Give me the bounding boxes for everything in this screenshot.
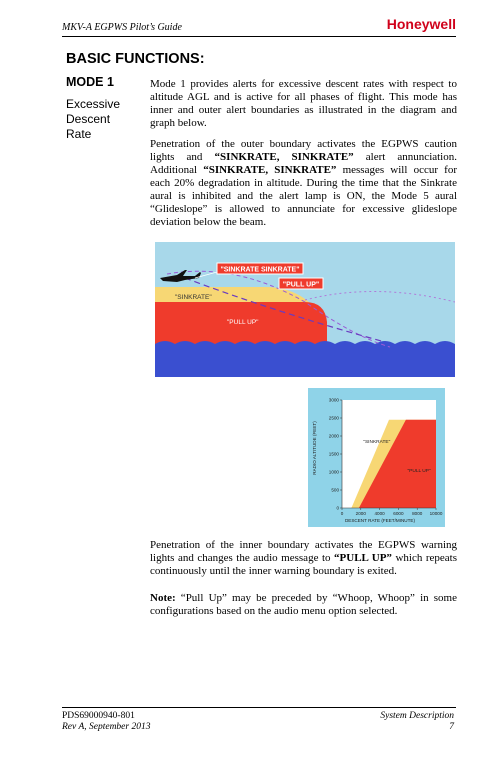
text: messages will occur for each 20% degradation in altitude. During the time that the Sinkrate aural is inhibited and the alert lamp is ON, the Mode 5 aural “Glideslope” is allowed to annunciate for excessive glideslope deviation below the beam.	[150, 164, 457, 228]
page-number: 7	[449, 722, 454, 732]
y-tick-label: 500	[331, 487, 339, 493]
paragraph-outer-boundary	[150, 138, 457, 229]
revision: Rev A, September 2013	[62, 722, 151, 732]
zone-pullup-label: "PULL UP"	[227, 319, 259, 326]
y-tick-label: 0	[336, 505, 339, 511]
note-text: “Pull Up” may be preceded by “Whoop, Whoop” in some configurations based on the audio menu option selected.	[150, 592, 457, 617]
footer-right	[380, 711, 454, 733]
text: Penetration of the inner boundary activates the EGPWS warning lights and changes the audio message to	[150, 539, 457, 564]
text: Penetration of the outer boundary activates the EGPWS caution lights and	[150, 138, 457, 163]
note-label: Note:	[150, 592, 176, 604]
x-tick-label: 0	[340, 511, 344, 516]
y-tick-label: 1000	[328, 469, 339, 475]
x-tick-label: 4000	[374, 511, 385, 516]
x-axis-label: DESCENT RATE (FEET/MINUTE)	[344, 518, 416, 523]
sinkrate-phrase: “SINKRATE, SINKRATE”	[214, 151, 354, 163]
callout-pullup-text: "PULL UP"	[282, 281, 320, 289]
guide-title: MKV-A EGPWS Pilot’s Guide	[62, 22, 182, 33]
callout-sinkrate-text: "SINKRATE SINKRATE"	[220, 266, 300, 274]
ground	[155, 341, 455, 377]
header-rule	[62, 36, 456, 37]
y-axis-label: RADIO ALTITUDE (FEET)	[312, 421, 317, 475]
footer-rule	[62, 707, 456, 708]
x-tick-label: 2000	[355, 511, 366, 516]
zone-sinkrate-label: "SINKRATE"	[175, 294, 212, 301]
honeywell-logo: Honeywell	[386, 16, 456, 32]
paragraph-inner-boundary	[150, 539, 457, 578]
sinkrate-phrase: “SINKRATE, SINKRATE”	[203, 164, 337, 176]
mode1-graph	[308, 388, 445, 527]
series-label-sinkrate: "SINKRATE"	[363, 440, 391, 446]
note-paragraph	[150, 592, 457, 618]
x-tick-label: 6000	[393, 511, 404, 516]
section-title: BASIC FUNCTIONS:	[66, 51, 205, 67]
y-tick-label: 1500	[328, 451, 339, 457]
series-label-pullup: "PULL UP"	[407, 469, 431, 474]
paragraph-intro-text: Mode 1 provides alerts for excessive descent rates with respect to altitude AGL and is active for all phases of flight. This mode has inner and outer alert boundaries as illustrated in the diagram and graph below.	[150, 78, 457, 129]
mode1-diagram	[155, 242, 455, 377]
text: alert annunciation. Additional	[150, 151, 457, 176]
plot-area	[329, 398, 443, 516]
y-tick-label: 2500	[328, 415, 339, 421]
text: which repeats continuously until the inner warning boundary is exited.	[150, 552, 457, 577]
mode-subtitle: Excessive Descent Rate	[66, 97, 121, 141]
section-name: System Description	[380, 711, 454, 721]
doc-number: PDS69000940-801	[62, 711, 135, 721]
paragraph-intro	[150, 78, 457, 130]
pullup-phrase: “PULL UP”	[334, 552, 392, 564]
footer-left	[62, 711, 150, 733]
y-tick-label: 2000	[328, 433, 339, 439]
x-tick-label: 10000	[429, 511, 443, 516]
y-tick-label: 3000	[328, 397, 339, 403]
x-tick-label: 8000	[412, 511, 423, 516]
mode-label: MODE 1	[66, 75, 114, 89]
